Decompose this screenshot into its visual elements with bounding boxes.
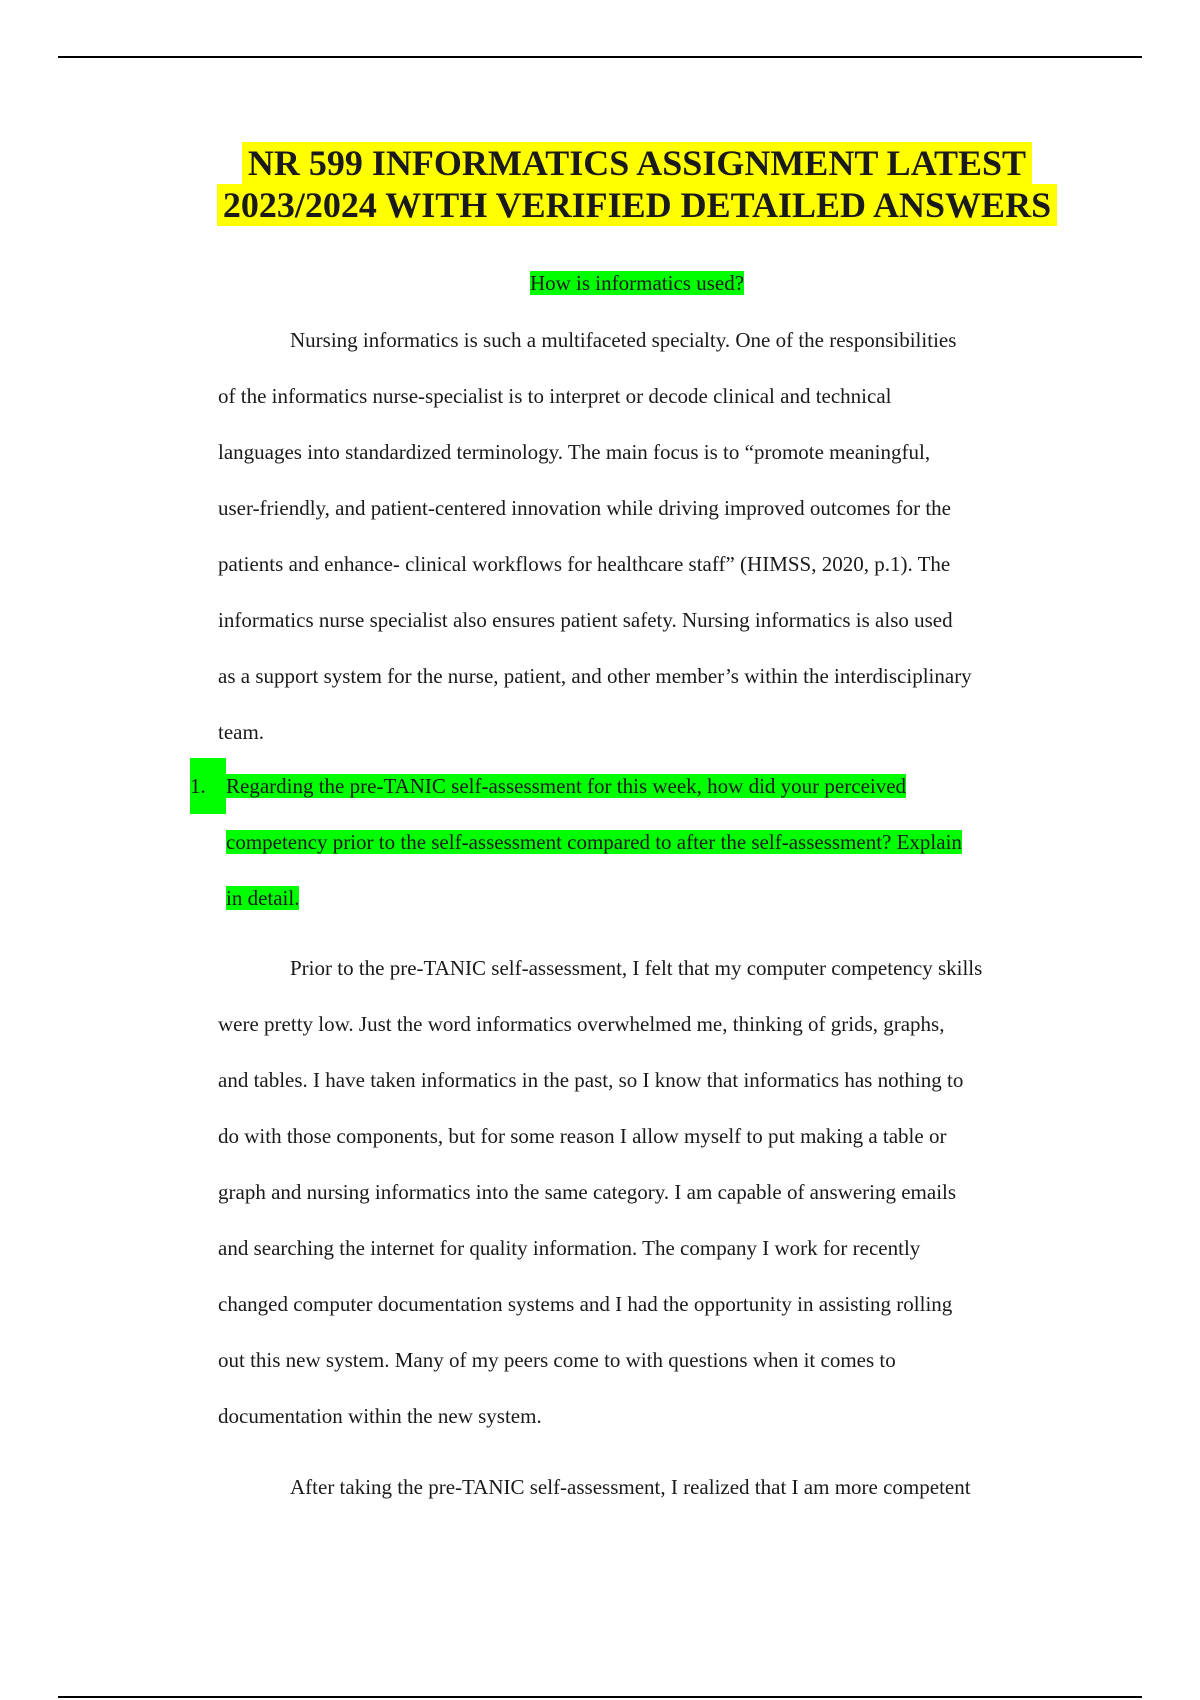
paragraph-line: changed computer documentation systems and I had the opportunity in assisting rolling (218, 1292, 953, 1316)
paragraph-line: graph and nursing informatics into the same category. I am capable of answering emails (218, 1180, 957, 1204)
paragraph-line: of the informatics nurse-specialist is to interpret or decode clinical and technical (218, 384, 892, 408)
paragraph-line: do with those components, but for some reason I allow myself to put making a table or (218, 1124, 947, 1148)
paragraph-line: as a support system for the nurse, patient, and other member’s within the interdisciplinary (218, 664, 972, 688)
paragraph-line: were pretty low. Just the word informatics overwhelmed me, thinking of grids, graphs, (218, 1012, 945, 1036)
bottom-rule (58, 1696, 1142, 1698)
question-line: in detail. (226, 886, 300, 910)
paragraph-3 (218, 1459, 1088, 1515)
title-line-1: NR 599 INFORMATICS ASSIGNMENT LATEST (242, 142, 1032, 184)
paragraph-line: team. (218, 720, 265, 744)
paragraph-line: and tables. I have taken informatics in the past, so I know that informatics has nothing to (218, 1068, 964, 1092)
paragraph-line: languages into standardized terminology. The main focus is to “promote meaningful, (218, 440, 931, 464)
question-line: competency prior to the self-assessment compared to after the self-assessment? Explain (226, 830, 962, 854)
paragraph-line: Nursing informatics is such a multifaceted specialty. One of the responsibilities (290, 328, 957, 352)
paragraph-1 (218, 312, 1088, 760)
paragraph-line: and searching the internet for quality information. The company I work for recently (218, 1236, 921, 1260)
paragraph-line: out this new system. Many of my peers come to with questions when it comes to (218, 1348, 896, 1372)
paragraph-line: documentation within the new system. (218, 1404, 542, 1428)
top-rule (58, 56, 1142, 58)
question-number: 1. (190, 758, 226, 814)
document-title (0, 142, 1200, 226)
paragraph-2 (218, 940, 1088, 1444)
paragraph-line: Prior to the pre-TANIC self-assessment, I felt that my computer competency skills (290, 956, 983, 980)
section-heading-text: How is informatics used? (529, 271, 745, 295)
section-heading (0, 268, 1200, 298)
question-line: Regarding the pre-TANIC self-assessment for this week, how did your perceived (226, 774, 907, 798)
paragraph-line: patients and enhance- clinical workflows for healthcare staff” (HIMSS, 2020, p.1). The (218, 552, 951, 576)
paragraph-line: After taking the pre-TANIC self-assessment, I realized that I am more competent (290, 1475, 971, 1499)
paragraph-line: user-friendly, and patient-centered innovation while driving improved outcomes for the (218, 496, 951, 520)
title-line-2: 2023/2024 WITH VERIFIED DETAILED ANSWERS (217, 184, 1057, 226)
question-1 (190, 758, 1090, 926)
paragraph-line: informatics nurse specialist also ensures patient safety. Nursing informatics is also used (218, 608, 953, 632)
